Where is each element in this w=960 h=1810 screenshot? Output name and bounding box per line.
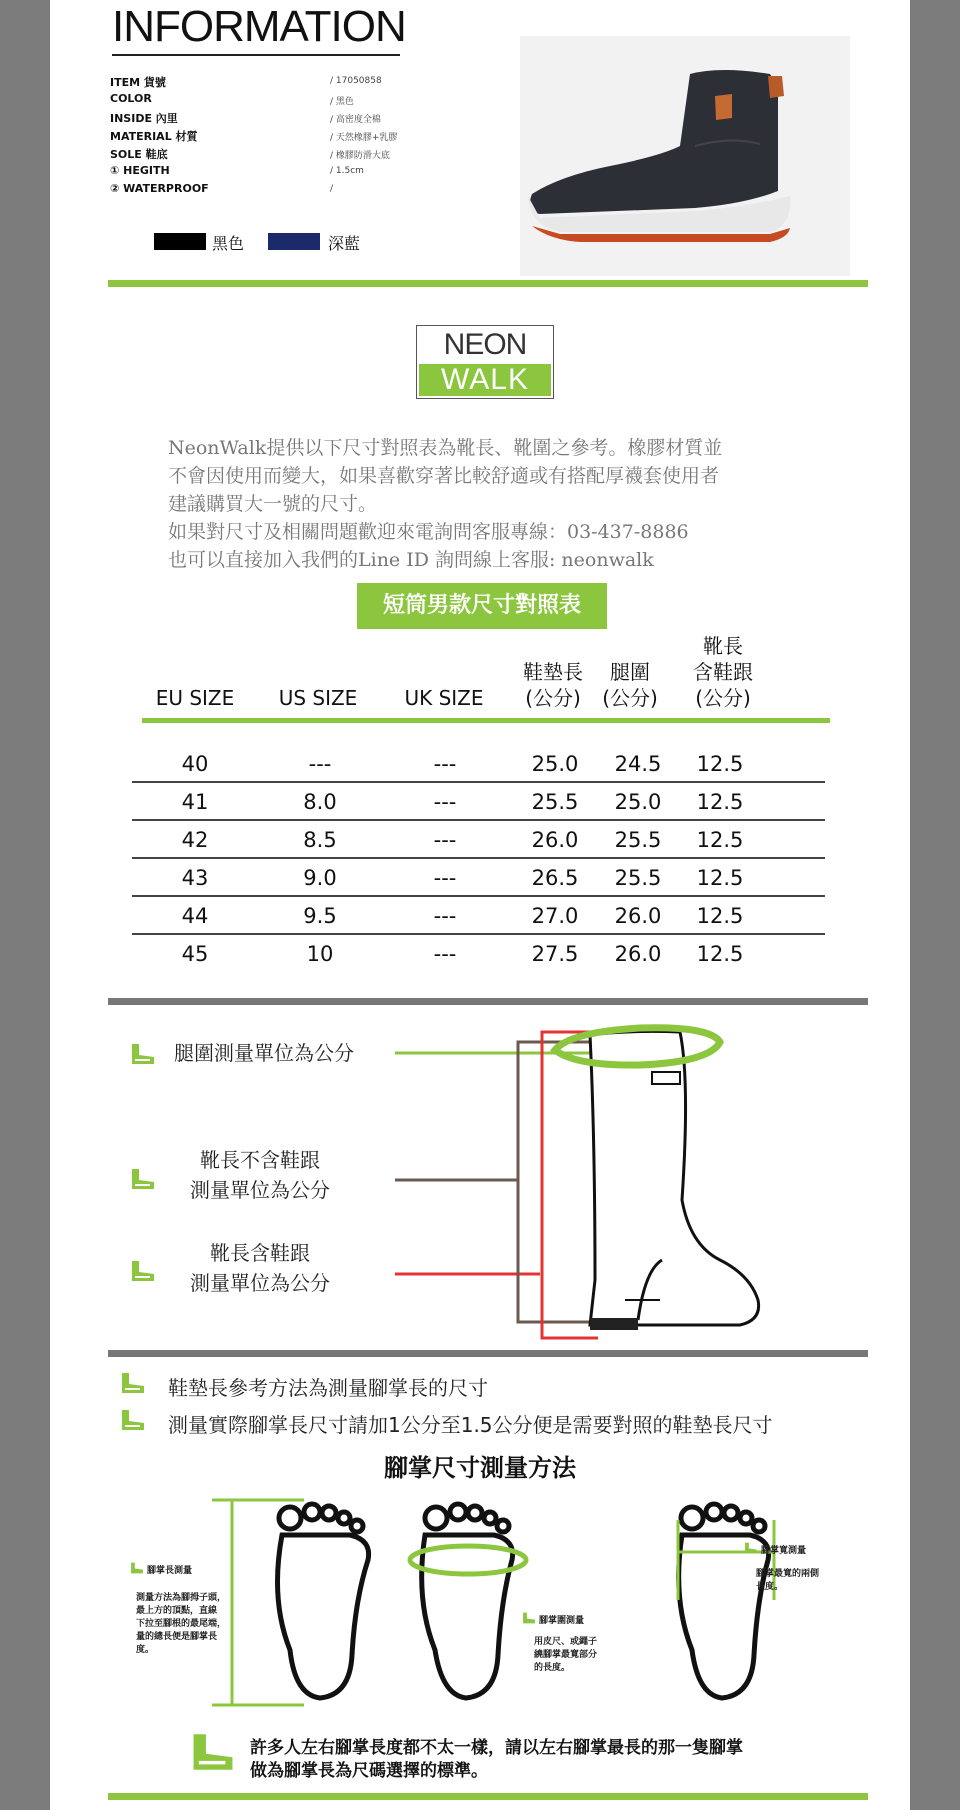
note-add-length: 測量實際腳掌長尺寸請加1公分至1.5公分便是需要對照的鞋墊長尺寸 (168, 1413, 773, 1437)
spec-label-item: ITEM 貨號 (110, 76, 166, 89)
table-cell: 26.0 (614, 942, 662, 966)
col-header-calf: 腿圍 (公分) (602, 660, 658, 710)
intro-line-5: 也可以直接加入我們的Line ID 詢問線上客服: neonwalk (168, 549, 654, 571)
table-cell: 12.5 (696, 828, 744, 852)
table-cell: 27.5 (531, 942, 579, 966)
col-header-insole: 鞋墊長 (公分) (523, 660, 583, 710)
table-cell: 26.0 (531, 828, 579, 852)
neonwalk-logo (416, 325, 554, 399)
spec-label-color: COLOR (110, 92, 152, 105)
table-cell: 45 (181, 942, 209, 966)
table-cell: 42 (181, 828, 209, 852)
table-cell: 26.0 (614, 904, 662, 928)
foot-measure-title: 腳掌尺寸測量方法 (384, 1454, 576, 1482)
boot-icon (130, 1043, 156, 1065)
info-title: INFORMATION (112, 2, 406, 51)
spec-value-height: / 1.5cm (330, 166, 364, 176)
table-cell: 12.5 (696, 790, 744, 814)
foot-width-head: 腳掌寬測量 (761, 1546, 807, 1556)
table-cell: 9.0 (303, 866, 337, 890)
color-swatch-black (154, 233, 206, 250)
foot-girth-head: 腳掌圍測量 (539, 1616, 585, 1626)
foot-length-text: 測量方法為腳拇子頭， 最上方的頂點，直線 下拉至腳根的最尾端， 量的總長便是腳掌長 度。 (136, 1593, 227, 1655)
color-swatch-navy (268, 233, 320, 250)
table-cell: 12.5 (696, 752, 744, 776)
bottom-note-line-1: 許多人左右腳掌長度都不太一樣，請以左右腳掌最長的那一隻腳掌 (250, 1738, 743, 1758)
spec-label-material: MATERIAL 材質 (110, 130, 198, 143)
table-cell: 25.0 (531, 752, 579, 776)
intro-line-1: NeonWalk提供以下尺寸對照表為靴長、靴圍之參考。橡膠材質並 (168, 437, 723, 459)
spec-value-waterproof: / (330, 184, 334, 194)
boot-icon (120, 1372, 146, 1394)
table-cell: 25.0 (614, 790, 662, 814)
table-cell: --- (433, 752, 457, 776)
boot-icon (744, 1542, 758, 1554)
boot-height-heel-label: 靴長含鞋跟 測量單位為公分 (190, 1241, 330, 1295)
spec-value-inside: / 高密度全棉 (330, 115, 381, 125)
spec-label-inside: INSIDE 內里 (110, 112, 178, 125)
table-header-rule (142, 718, 830, 723)
intro-line-4: 如果對尺寸及相關問題歡迎來電詢問客服專線：03-437-8886 (168, 521, 689, 543)
table-row-rule (132, 933, 825, 935)
table-row-rule (132, 895, 825, 897)
section-divider-gray (108, 1350, 868, 1357)
color-label-black: 黑色 (212, 234, 245, 253)
boot-product-image (520, 36, 850, 276)
table-cell: 9.5 (303, 904, 337, 928)
foot-girth-text: 用皮尺、或繩子 繞腳掌最寬部分 的長度。 (534, 1637, 598, 1673)
spec-label-waterproof: ② WATERPROOF (110, 182, 209, 195)
boot-measure-diagram (390, 1020, 870, 1350)
spec-value-item: / 17050858 (330, 76, 382, 86)
table-cell: --- (433, 866, 457, 890)
info-title-rule (112, 54, 400, 56)
table-cell: 27.0 (531, 904, 579, 928)
size-chart-title: 短筒男款尺寸對照表 (357, 583, 607, 629)
spec-label-height: ① HEGITH (110, 164, 170, 177)
boot-icon (130, 1168, 156, 1190)
table-cell: 43 (181, 866, 209, 890)
foot-width-text: 腳掌最寬的兩側 長度。 (756, 1569, 820, 1592)
table-cell: 12.5 (696, 942, 744, 966)
boot-icon (130, 1260, 156, 1282)
table-cell: 12.5 (696, 866, 744, 890)
table-cell: --- (308, 752, 332, 776)
boot-icon (522, 1612, 536, 1624)
table-cell: --- (433, 828, 457, 852)
table-row-rule (132, 781, 825, 783)
table-cell: --- (433, 904, 457, 928)
boot-icon (190, 1732, 236, 1772)
table-cell: --- (433, 942, 457, 966)
calf-measure-label: 腿圍測量單位為公分 (174, 1041, 354, 1065)
table-cell: 12.5 (696, 904, 744, 928)
spec-value-sole: / 橡膠防滑大底 (330, 151, 390, 161)
table-cell: 41 (181, 790, 209, 814)
table-cell: 8.5 (303, 828, 337, 852)
col-header-us: US SIZE (278, 686, 358, 710)
table-cell: --- (433, 790, 457, 814)
table-cell: 44 (181, 904, 209, 928)
table-cell: 40 (181, 752, 209, 776)
boot-icon (120, 1409, 146, 1431)
table-cell: 8.0 (303, 790, 337, 814)
col-header-eu: EU SIZE (155, 686, 235, 710)
table-cell: 25.5 (614, 866, 662, 890)
intro-line-2: 不會因使用而變大，如果喜歡穿著比較舒適或有搭配厚襪套使用者 (168, 465, 720, 487)
bottom-divider (108, 1793, 868, 1800)
foot-length-head: 腳掌長測量 (147, 1566, 193, 1576)
logo-text-walk: WALK (419, 364, 551, 396)
table-cell: 10 (306, 942, 334, 966)
table-cell: 24.5 (614, 752, 662, 776)
boot-height-no-heel-label: 靴長不含鞋跟 測量單位為公分 (190, 1148, 330, 1202)
note-insole-method: 鞋墊長參考方法為測量腳掌長的尺寸 (168, 1376, 488, 1400)
color-label-navy: 深藍 (328, 234, 361, 253)
boot-icon (130, 1562, 144, 1574)
table-cell: 25.5 (531, 790, 579, 814)
spec-value-material: / 天然橡膠+乳膠 (330, 133, 398, 143)
table-cell: 25.5 (614, 828, 662, 852)
spec-value-color: / 黑色 (330, 97, 354, 107)
table-row-rule (132, 857, 825, 859)
bottom-note-line-2: 做為腳掌長為尺碼選擇的標準。 (250, 1761, 488, 1781)
section-divider (108, 280, 868, 287)
intro-line-3: 建議購買大一號的尺寸。 (168, 493, 378, 515)
spec-label-sole: SOLE 鞋底 (110, 148, 168, 161)
col-header-uk: UK SIZE (404, 686, 484, 710)
table-cell: 26.5 (531, 866, 579, 890)
product-info-page (50, 0, 910, 1810)
col-header-boot-height: 靴長 含鞋跟 (公分) (693, 634, 753, 710)
logo-text-neon: NEON (443, 328, 527, 361)
section-divider-gray (108, 998, 868, 1005)
table-row-rule (132, 819, 825, 821)
